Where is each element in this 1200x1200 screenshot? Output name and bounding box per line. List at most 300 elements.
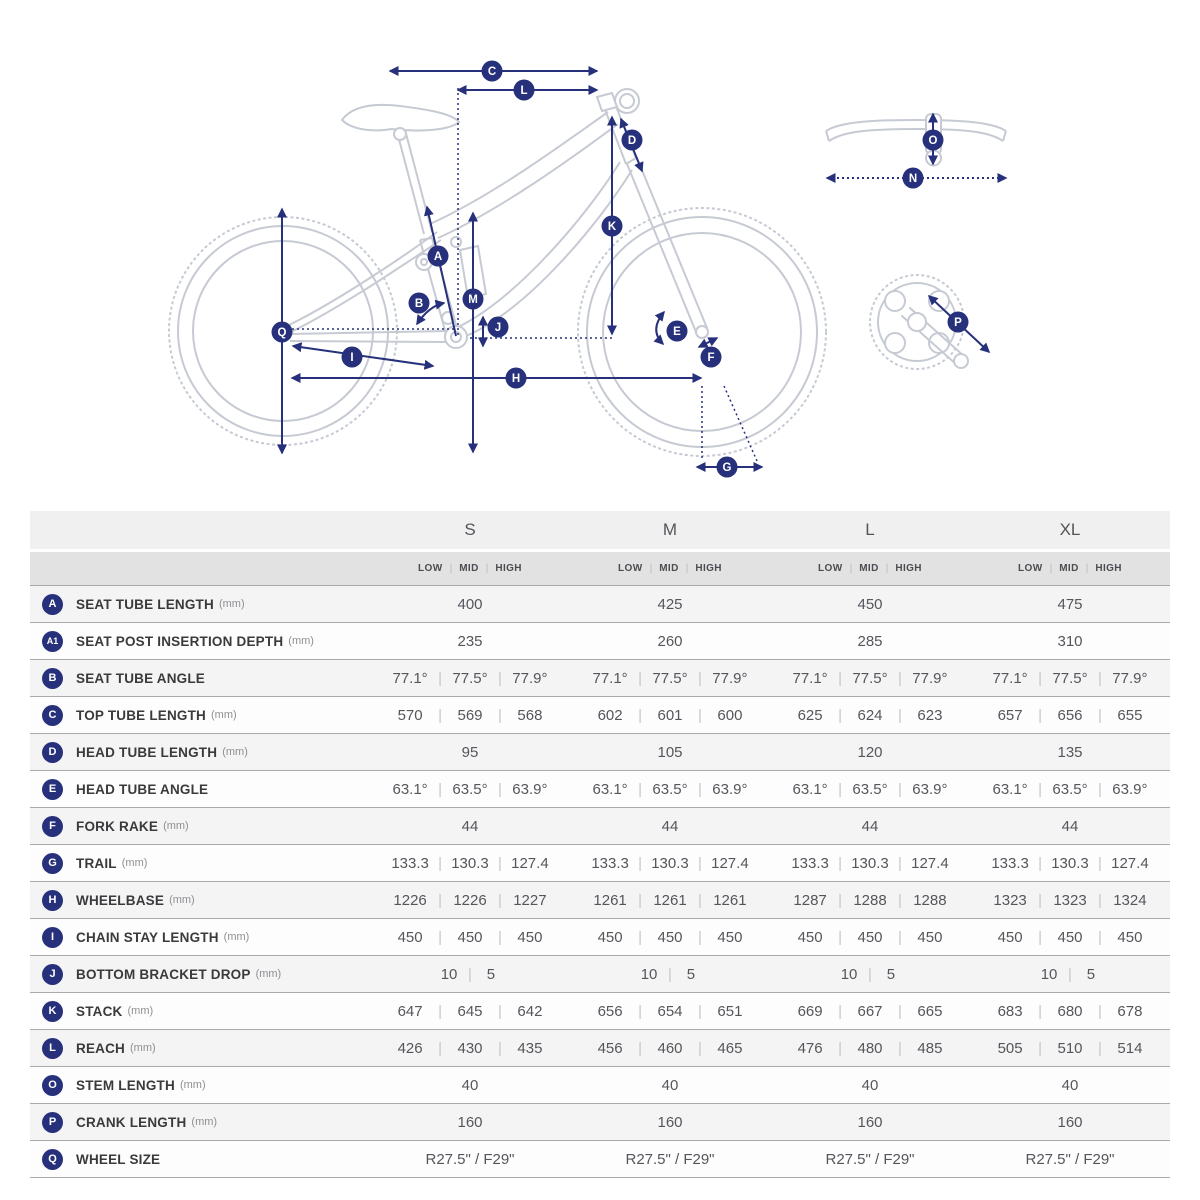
value-separator: |	[498, 706, 502, 724]
svg-text:J: J	[494, 322, 502, 334]
row-label: TRAIL	[76, 855, 117, 871]
value: 105	[657, 743, 683, 761]
value: 40	[461, 1076, 479, 1094]
row-unit: (mm)	[121, 857, 148, 869]
svg-text:G: G	[722, 462, 732, 474]
value: 1226	[393, 891, 427, 909]
value-separator: |	[1098, 1002, 1102, 1020]
value-cell-xl	[970, 929, 1170, 946]
row-label-cell	[30, 594, 370, 615]
value-cell-m	[570, 1077, 770, 1094]
value-separator: |	[898, 854, 902, 872]
value: 63.1°	[992, 780, 1028, 798]
dim-badge-m	[463, 289, 484, 310]
value: 669	[797, 1002, 823, 1020]
svg-text:I: I	[350, 352, 354, 364]
value-separator: |	[1038, 928, 1042, 946]
value: 480	[857, 1039, 883, 1057]
size-header-m: M	[662, 520, 678, 539]
value: 160	[457, 1113, 483, 1131]
row-label: BOTTOM BRACKET DROP	[76, 966, 251, 982]
value: 450	[997, 928, 1023, 946]
value: 1288	[853, 891, 887, 909]
value: 63.9°	[912, 780, 948, 798]
row-label: WHEEL SIZE	[76, 1151, 161, 1167]
value-separator: |	[898, 669, 902, 687]
value: 40	[861, 1076, 879, 1094]
value-separator: |	[838, 891, 842, 909]
value: 667	[857, 1002, 883, 1020]
value: 10	[440, 965, 458, 983]
svg-text:O: O	[928, 135, 938, 147]
row-unit: (mm)	[255, 968, 282, 980]
value-cell-l	[770, 744, 970, 761]
value: 63.1°	[392, 780, 428, 798]
value-separator: |	[898, 891, 902, 909]
value-separator: |	[1038, 854, 1042, 872]
value-cell-l	[770, 670, 970, 687]
value: 77.1°	[992, 669, 1028, 687]
value-cell-m	[570, 1040, 770, 1057]
value: 40	[1061, 1076, 1079, 1094]
value: 63.9°	[1112, 780, 1148, 798]
value: 133.3	[591, 854, 629, 872]
value-cell-s	[370, 781, 570, 798]
row-label: REACH	[76, 1040, 126, 1056]
value: 450	[457, 928, 483, 946]
svg-text:F: F	[707, 352, 715, 364]
value: 5	[686, 965, 696, 983]
value-cell-s	[370, 1114, 570, 1131]
size-header-xl: XL	[1059, 520, 1081, 539]
value-cell-l	[770, 818, 970, 835]
row-badge: G	[42, 853, 63, 874]
svg-text:D: D	[627, 135, 637, 147]
value-cell-l	[770, 707, 970, 724]
value: 77.9°	[712, 669, 748, 687]
size-header-s: S	[464, 520, 476, 539]
value-cell-s	[370, 855, 570, 872]
value-separator: |	[868, 965, 872, 983]
value: 1287	[793, 891, 827, 909]
value: 1323	[993, 891, 1027, 909]
value: 569	[457, 706, 483, 724]
dim-badge-j	[488, 317, 509, 338]
value: 647	[397, 1002, 423, 1020]
dim-badge-d	[622, 130, 643, 151]
row-unit: (mm)	[191, 1116, 218, 1128]
dim-badge-k	[602, 216, 623, 237]
value: 456	[597, 1039, 623, 1057]
row-badge: P	[42, 1112, 63, 1133]
row-label: FORK RAKE	[76, 818, 159, 834]
value: R27.5" / F29"	[1025, 1150, 1115, 1168]
value-separator: |	[1038, 706, 1042, 724]
value: 1324	[1113, 891, 1147, 909]
value: R27.5" / F29"	[825, 1150, 915, 1168]
value: 160	[857, 1113, 883, 1131]
table-row-a	[30, 586, 1170, 623]
table-row-p	[30, 1104, 1170, 1141]
value: 235	[457, 632, 483, 650]
value-separator: |	[438, 1039, 442, 1057]
row-badge: H	[42, 890, 63, 911]
value: 10	[840, 965, 858, 983]
value: 133.3	[391, 854, 429, 872]
value: 77.9°	[512, 669, 548, 687]
front-wheel	[578, 208, 826, 456]
row-label-cell	[30, 705, 370, 726]
value-cell-l	[770, 1077, 970, 1094]
value-cell-s	[370, 744, 570, 761]
value: 425	[657, 595, 683, 613]
value: 160	[1057, 1113, 1083, 1131]
value: 1288	[913, 891, 947, 909]
value: 651	[717, 1002, 743, 1020]
table-row-a1	[30, 623, 1170, 660]
table-row-h	[30, 882, 1170, 919]
value: 63.5°	[452, 780, 488, 798]
svg-text:A: A	[433, 251, 443, 263]
value-cell-l	[770, 892, 970, 909]
value-cell-s	[370, 1077, 570, 1094]
size-header-l: L	[865, 520, 875, 539]
dim-badge-p	[948, 312, 969, 333]
value: 63.5°	[852, 780, 888, 798]
row-badge: A	[42, 594, 63, 615]
value: 133.3	[791, 854, 829, 872]
value: 260	[657, 632, 683, 650]
table-row-l	[30, 1030, 1170, 1067]
value: 130.3	[851, 854, 889, 872]
value-cell-xl	[970, 966, 1170, 983]
value: 44	[1061, 817, 1079, 835]
svg-text:M: M	[468, 294, 478, 306]
subheader-low-mid-high: LOW | MID | HIGH	[418, 563, 522, 574]
row-unit: (mm)	[222, 746, 248, 758]
value-separator: |	[1038, 1002, 1042, 1020]
row-badge: F	[42, 816, 63, 837]
row-label: CHAIN STAY LENGTH	[76, 929, 219, 945]
subheader-low-mid-high: LOW | MID | HIGH	[818, 563, 922, 574]
value-cell-xl	[970, 744, 1170, 761]
value: 44	[861, 817, 879, 835]
value-cell-m	[570, 892, 770, 909]
value: 430	[457, 1039, 483, 1057]
value-separator: |	[698, 854, 702, 872]
value: 77.9°	[1112, 669, 1148, 687]
value: 10	[640, 965, 658, 983]
row-label-cell	[30, 927, 370, 948]
value-separator: |	[838, 928, 842, 946]
value-cell-s	[370, 707, 570, 724]
value: 77.5°	[452, 669, 488, 687]
row-badge: K	[42, 1001, 63, 1022]
value: 476	[797, 1039, 823, 1057]
value: 450	[597, 928, 623, 946]
value-separator: |	[1098, 1039, 1102, 1057]
value-separator: |	[498, 780, 502, 798]
row-badge: O	[42, 1075, 63, 1096]
value-separator: |	[668, 965, 672, 983]
row-label: HEAD TUBE LENGTH	[76, 744, 218, 760]
svg-text:P: P	[954, 317, 962, 329]
value: 63.5°	[1052, 780, 1088, 798]
value: 450	[797, 928, 823, 946]
value: 568	[517, 706, 543, 724]
value-separator: |	[1098, 706, 1102, 724]
value: 665	[917, 1002, 943, 1020]
value: 1323	[1053, 891, 1087, 909]
svg-text:N: N	[908, 173, 918, 185]
value-separator: |	[698, 706, 702, 724]
value-separator: |	[498, 891, 502, 909]
row-label: SEAT TUBE ANGLE	[76, 670, 206, 686]
value: 133.3	[991, 854, 1029, 872]
value-separator: |	[1038, 780, 1042, 798]
value: 680	[1057, 1002, 1083, 1020]
value-separator: |	[438, 891, 442, 909]
value-cell-l	[770, 633, 970, 650]
row-label: SEAT TUBE LENGTH	[76, 596, 214, 612]
value: 624	[857, 706, 883, 724]
value: 135	[1057, 743, 1083, 761]
dim-badge-b	[409, 293, 430, 314]
row-badge: C	[42, 705, 63, 726]
row-unit: (mm)	[169, 894, 195, 906]
value-separator: |	[498, 1002, 502, 1020]
value-cell-s	[370, 596, 570, 613]
value: 602	[597, 706, 623, 724]
value-cell-s	[370, 966, 570, 983]
handlebar-top-view	[826, 114, 1006, 166]
table-row-e	[30, 771, 1170, 808]
value: R27.5" / F29"	[625, 1150, 715, 1168]
value: 130.3	[451, 854, 489, 872]
value-cell-m	[570, 670, 770, 687]
value: 5	[886, 965, 896, 983]
value-separator: |	[838, 1039, 842, 1057]
value: 77.5°	[652, 669, 688, 687]
value-separator: |	[698, 928, 702, 946]
frame	[289, 89, 707, 348]
row-badge: A1	[42, 631, 63, 652]
value-separator: |	[1098, 891, 1102, 909]
table-row-g	[30, 845, 1170, 882]
value-separator: |	[838, 854, 842, 872]
value: 450	[1057, 928, 1083, 946]
value-cell-m	[570, 596, 770, 613]
value-cell-m	[570, 744, 770, 761]
value: 44	[661, 817, 679, 835]
value: 600	[717, 706, 743, 724]
value: 450	[397, 928, 423, 946]
value: 450	[857, 928, 883, 946]
value: 44	[461, 817, 479, 835]
value: 1226	[453, 891, 487, 909]
value-cell-m	[570, 818, 770, 835]
value: 63.1°	[592, 780, 628, 798]
value-separator: |	[698, 669, 702, 687]
value: 63.9°	[512, 780, 548, 798]
row-unit: (mm)	[218, 598, 245, 610]
value: 310	[1057, 632, 1083, 650]
dim-badge-h	[506, 368, 527, 389]
value-separator: |	[898, 1002, 902, 1020]
value: 601	[657, 706, 683, 724]
row-label-cell	[30, 1075, 370, 1096]
value: 656	[1057, 706, 1083, 724]
value-separator: |	[638, 669, 642, 687]
table-row-k	[30, 993, 1170, 1030]
dim-badge-f	[701, 347, 722, 368]
table-row-q	[30, 1141, 1170, 1178]
value: 642	[517, 1002, 543, 1020]
value: 130.3	[1051, 854, 1089, 872]
value: 655	[1117, 706, 1143, 724]
table-row-c	[30, 697, 1170, 734]
value: 450	[857, 595, 883, 613]
value: 514	[1117, 1039, 1143, 1057]
subheader-low-mid-high: LOW | MID | HIGH	[1018, 563, 1122, 574]
value-cell-l	[770, 966, 970, 983]
value: 77.5°	[852, 669, 888, 687]
value: 127.4	[1111, 854, 1149, 872]
value-cell-s	[370, 1151, 570, 1168]
value: 1261	[713, 891, 747, 909]
row-label-cell	[30, 1149, 370, 1170]
value: 77.1°	[592, 669, 628, 687]
value: 77.1°	[392, 669, 428, 687]
value: 1261	[653, 891, 687, 909]
value-cell-l	[770, 781, 970, 798]
value-separator: |	[1098, 928, 1102, 946]
row-unit: (mm)	[179, 1079, 206, 1091]
value-cell-s	[370, 1003, 570, 1020]
value: 160	[657, 1113, 683, 1131]
row-label-cell	[30, 742, 370, 763]
value-separator: |	[438, 669, 442, 687]
row-label-cell	[30, 853, 370, 874]
value-separator: |	[898, 1039, 902, 1057]
dim-badge-e	[667, 321, 688, 342]
value-cell-l	[770, 596, 970, 613]
row-label-cell	[30, 1112, 370, 1133]
value-cell-m	[570, 1114, 770, 1131]
value: 465	[717, 1039, 743, 1057]
value: 450	[717, 928, 743, 946]
row-unit: (mm)	[163, 820, 189, 832]
dim-badge-q	[272, 322, 293, 343]
row-label-cell	[30, 816, 370, 837]
value-separator: |	[468, 965, 472, 983]
value-separator: |	[638, 706, 642, 724]
value-separator: |	[498, 1039, 502, 1057]
value-separator: |	[1098, 780, 1102, 798]
value: 63.5°	[652, 780, 688, 798]
row-badge: E	[42, 779, 63, 800]
value: 40	[661, 1076, 679, 1094]
value-cell-s	[370, 818, 570, 835]
value: 683	[997, 1002, 1023, 1020]
row-unit: (mm)	[127, 1005, 154, 1017]
value-cell-xl	[970, 670, 1170, 687]
value: 657	[997, 706, 1023, 724]
value-separator: |	[698, 780, 702, 798]
value: 510	[1057, 1039, 1083, 1057]
value: 285	[857, 632, 883, 650]
row-label-cell	[30, 668, 370, 689]
table-row-i	[30, 919, 1170, 956]
table-row-j	[30, 956, 1170, 993]
value: 450	[917, 928, 943, 946]
value-cell-xl	[970, 818, 1170, 835]
row-label: STACK	[76, 1003, 123, 1019]
value-cell-xl	[970, 1040, 1170, 1057]
value: 426	[397, 1039, 423, 1057]
value: 625	[797, 706, 823, 724]
row-badge: B	[42, 668, 63, 689]
value-separator: |	[638, 1002, 642, 1020]
value-separator: |	[498, 669, 502, 687]
row-badge: D	[42, 742, 63, 763]
value-separator: |	[438, 854, 442, 872]
value: 77.1°	[792, 669, 828, 687]
value-cell-l	[770, 1114, 970, 1131]
value: 450	[1117, 928, 1143, 946]
value-separator: |	[838, 1002, 842, 1020]
dim-badge-a	[428, 246, 449, 267]
value: 435	[517, 1039, 543, 1057]
value-cell-xl	[970, 1114, 1170, 1131]
value-cell-s	[370, 892, 570, 909]
value: 570	[397, 706, 423, 724]
svg-text:L: L	[520, 85, 528, 97]
dim-badge-n	[903, 168, 924, 189]
value-separator: |	[698, 1002, 702, 1020]
row-label: SEAT POST INSERTION DEPTH	[76, 633, 284, 649]
value-cell-xl	[970, 596, 1170, 613]
value: 678	[1117, 1002, 1143, 1020]
value-cell-m	[570, 929, 770, 946]
value: 656	[597, 1002, 623, 1020]
value-cell-l	[770, 929, 970, 946]
value: 623	[917, 706, 943, 724]
row-label: STEM LENGTH	[76, 1077, 175, 1093]
value-separator: |	[898, 780, 902, 798]
value: 63.9°	[712, 780, 748, 798]
value-separator: |	[438, 706, 442, 724]
row-unit: (mm)	[130, 1042, 156, 1054]
value-separator: |	[898, 928, 902, 946]
value: 77.5°	[1052, 669, 1088, 687]
table-row-f	[30, 808, 1170, 845]
svg-text:C: C	[487, 66, 497, 78]
svg-text:K: K	[607, 221, 617, 233]
value-separator: |	[438, 780, 442, 798]
row-label: TOP TUBE LENGTH	[76, 707, 207, 723]
value-separator: |	[1038, 891, 1042, 909]
table-row-o	[30, 1067, 1170, 1104]
row-badge: L	[42, 1038, 63, 1059]
value-cell-s	[370, 1040, 570, 1057]
value-cell-xl	[970, 781, 1170, 798]
geometry-table	[30, 511, 1170, 1178]
value: 450	[517, 928, 543, 946]
value: 475	[1057, 595, 1083, 613]
value-separator: |	[638, 891, 642, 909]
value-separator: |	[638, 1039, 642, 1057]
